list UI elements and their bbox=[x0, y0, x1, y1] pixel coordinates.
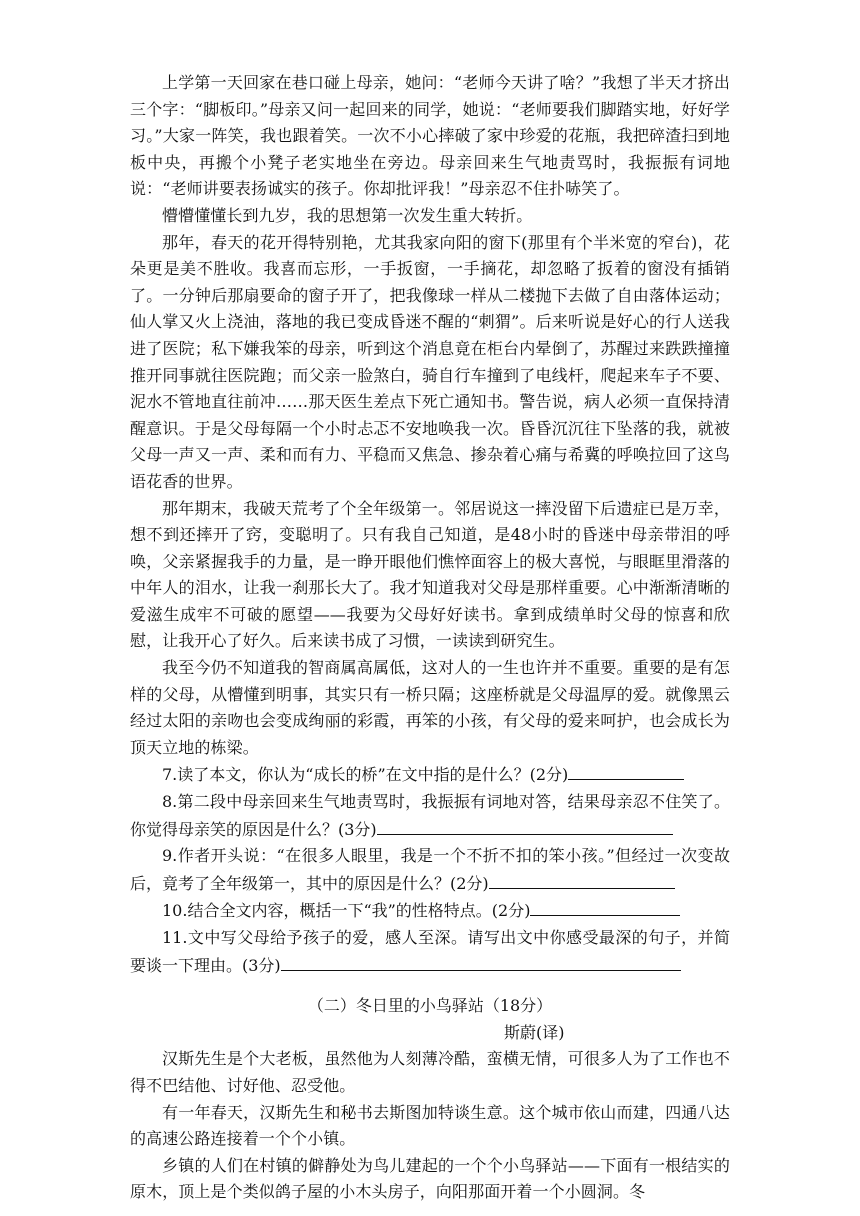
section-title: （二）冬日里的小鸟驿站（18分） bbox=[307, 996, 553, 1016]
section-author: 斯蔚(译) bbox=[504, 1022, 565, 1042]
answer-blank-11[interactable] bbox=[281, 952, 681, 971]
question-10 bbox=[130, 897, 730, 925]
question-7-text: 7.读了本文，你认为“成长的桥”在文中指的是什么？(2分) bbox=[162, 765, 569, 785]
answer-blank-10[interactable] bbox=[530, 897, 680, 916]
section2-paragraph-2: 有一年春天，汉斯先生和秘书去斯图加特谈生意。这个城市依山而建，四通八达的高速公路连接着一个个小镇。 bbox=[130, 1102, 730, 1149]
document-page bbox=[130, 70, 730, 1206]
question-9 bbox=[130, 843, 730, 897]
answer-blank-9[interactable] bbox=[489, 870, 675, 889]
question-10-text: 10.结合全文内容，概括一下“我”的性格特点。(2分) bbox=[162, 901, 531, 921]
question-7 bbox=[130, 761, 730, 789]
paragraph-4: 那年期末，我破天荒考了个全年级第一。邻居说这一摔没留下后遗症已是万幸，想不到还摔开了窍，变聪明了。只有我自己知道，是48小时的昏迷中母亲带泪的呼唤，父亲紧握我手的力量，是一睁开眼他们憔悴面容上的极大喜悦，与眼眶里滑落的中年人的泪水，让我一刹那长大了。我才知道我对父母是那样重要。心中渐渐清晰的爱滋生成牢不可破的愿望——我要为父母好好读书。拿到成绩单时父母的惊喜和欣慰，让我开心了好久。后来读书成了习惯，一读读到研究生。 bbox=[130, 498, 730, 651]
paragraph-2: 懵懵懂懂长到九岁，我的思想第一次发生重大转折。 bbox=[162, 205, 533, 225]
question-11-text: 11.文中写父母给予孩子的爱，感人至深。请写出文中你感受最深的句子，并简要谈一下理由。(3分) bbox=[130, 928, 730, 975]
answer-blank-8[interactable] bbox=[377, 816, 673, 835]
paragraph-5: 我至今仍不知道我的智商属高属低，这对人的一生也许并不重要。重要的是有怎样的父母，从懵懂到明事，其实只有一桥只隔；这座桥就是父母温厚的爱。就像黑云经过太阳的亲吻也会变成绚丽的彩霞，再笨的小孩，有父母的爱来呵护，也会成长为顶天立地的栋梁。 bbox=[130, 658, 730, 757]
section2-paragraph-3: 乡镇的人们在村镇的僻静处为鸟儿建起的一个个小鸟驿站——下面有一根结实的原木，顶上是个类似鸽子屋的小木头房子，向阳那面开着一个小圆洞。冬 bbox=[130, 1155, 730, 1202]
section2-paragraph-1: 汉斯先生是个大老板，虽然他为人刻薄冷酷，蛮横无情，可很多人为了工作也不得不巴结他、讨好他、忍受他。 bbox=[130, 1049, 730, 1095]
question-8-text: 8.第二段中母亲回来生气地责骂时，我振振有词地对答，结果母亲忍不住笑了。你觉得母亲笑的原因是什么？(3分) bbox=[130, 792, 730, 839]
question-11 bbox=[130, 925, 730, 979]
paragraph-3: 那年，春天的花开得特别艳，尤其我家向阳的窗下(那里有个半米宽的窄台)，花朵更是美不胜收。我喜而忘形，一手扳窗，一手摘花，却忽略了扳着的窗没有插销了。一分钟后那扇要命的窗子开了，把我像球一样从二楼抛下去做了自由落体运动；仙人掌又火上浇油，落地的我已变成昏迷不醒的“刺猬”。后来听说是好心的行人送我进了医院；私下嫌我笨的母亲，听到这个消息竟在柜台内晕倒了，苏醒过来跌跌撞撞推开同事就往医院跑；而父亲一脸煞白，骑自行车撞到了电线杆，爬起来车子不要、泥水不管地直往前冲……那天医生差点下死亡通知书。警告说，病人必须一直保持清醒意识。于是父母每隔一个小时忐忑不安地唤我一次。昏昏沉沉往下坠落的我，就被父母一声又一声、柔和而有力、平稳而又焦急、掺杂着心痛与希冀的呼唤拉回了这鸟语花香的世界。 bbox=[130, 232, 730, 491]
question-8 bbox=[130, 789, 730, 843]
answer-blank-7[interactable] bbox=[568, 761, 684, 780]
question-9-text: 9.作者开头说：“在很多人眼里，我是一个不折不扣的笨小孩。”但经过一次变故后，竟考了全年级第一，其中的原因是什么？(2分) bbox=[130, 846, 730, 893]
paragraph-1: 上学第一天回家在巷口碰上母亲，她问：“老师今天讲了啥？”我想了半天才挤出三个字：“脚板印。”母亲又问一起回来的同学，她说：“老师要我们脚踏实地，好好学习。”大家一阵笑，我也跟着笑。一次不小心摔破了家中珍爱的花瓶，我把碎渣扫到地板中央，再搬个小凳子老实地坐在旁边。母亲回来生气地责骂时，我振振有词地说：“老师讲要表扬诚实的孩子。你却批评我！”母亲忍不住扑哧笑了。 bbox=[130, 73, 730, 199]
